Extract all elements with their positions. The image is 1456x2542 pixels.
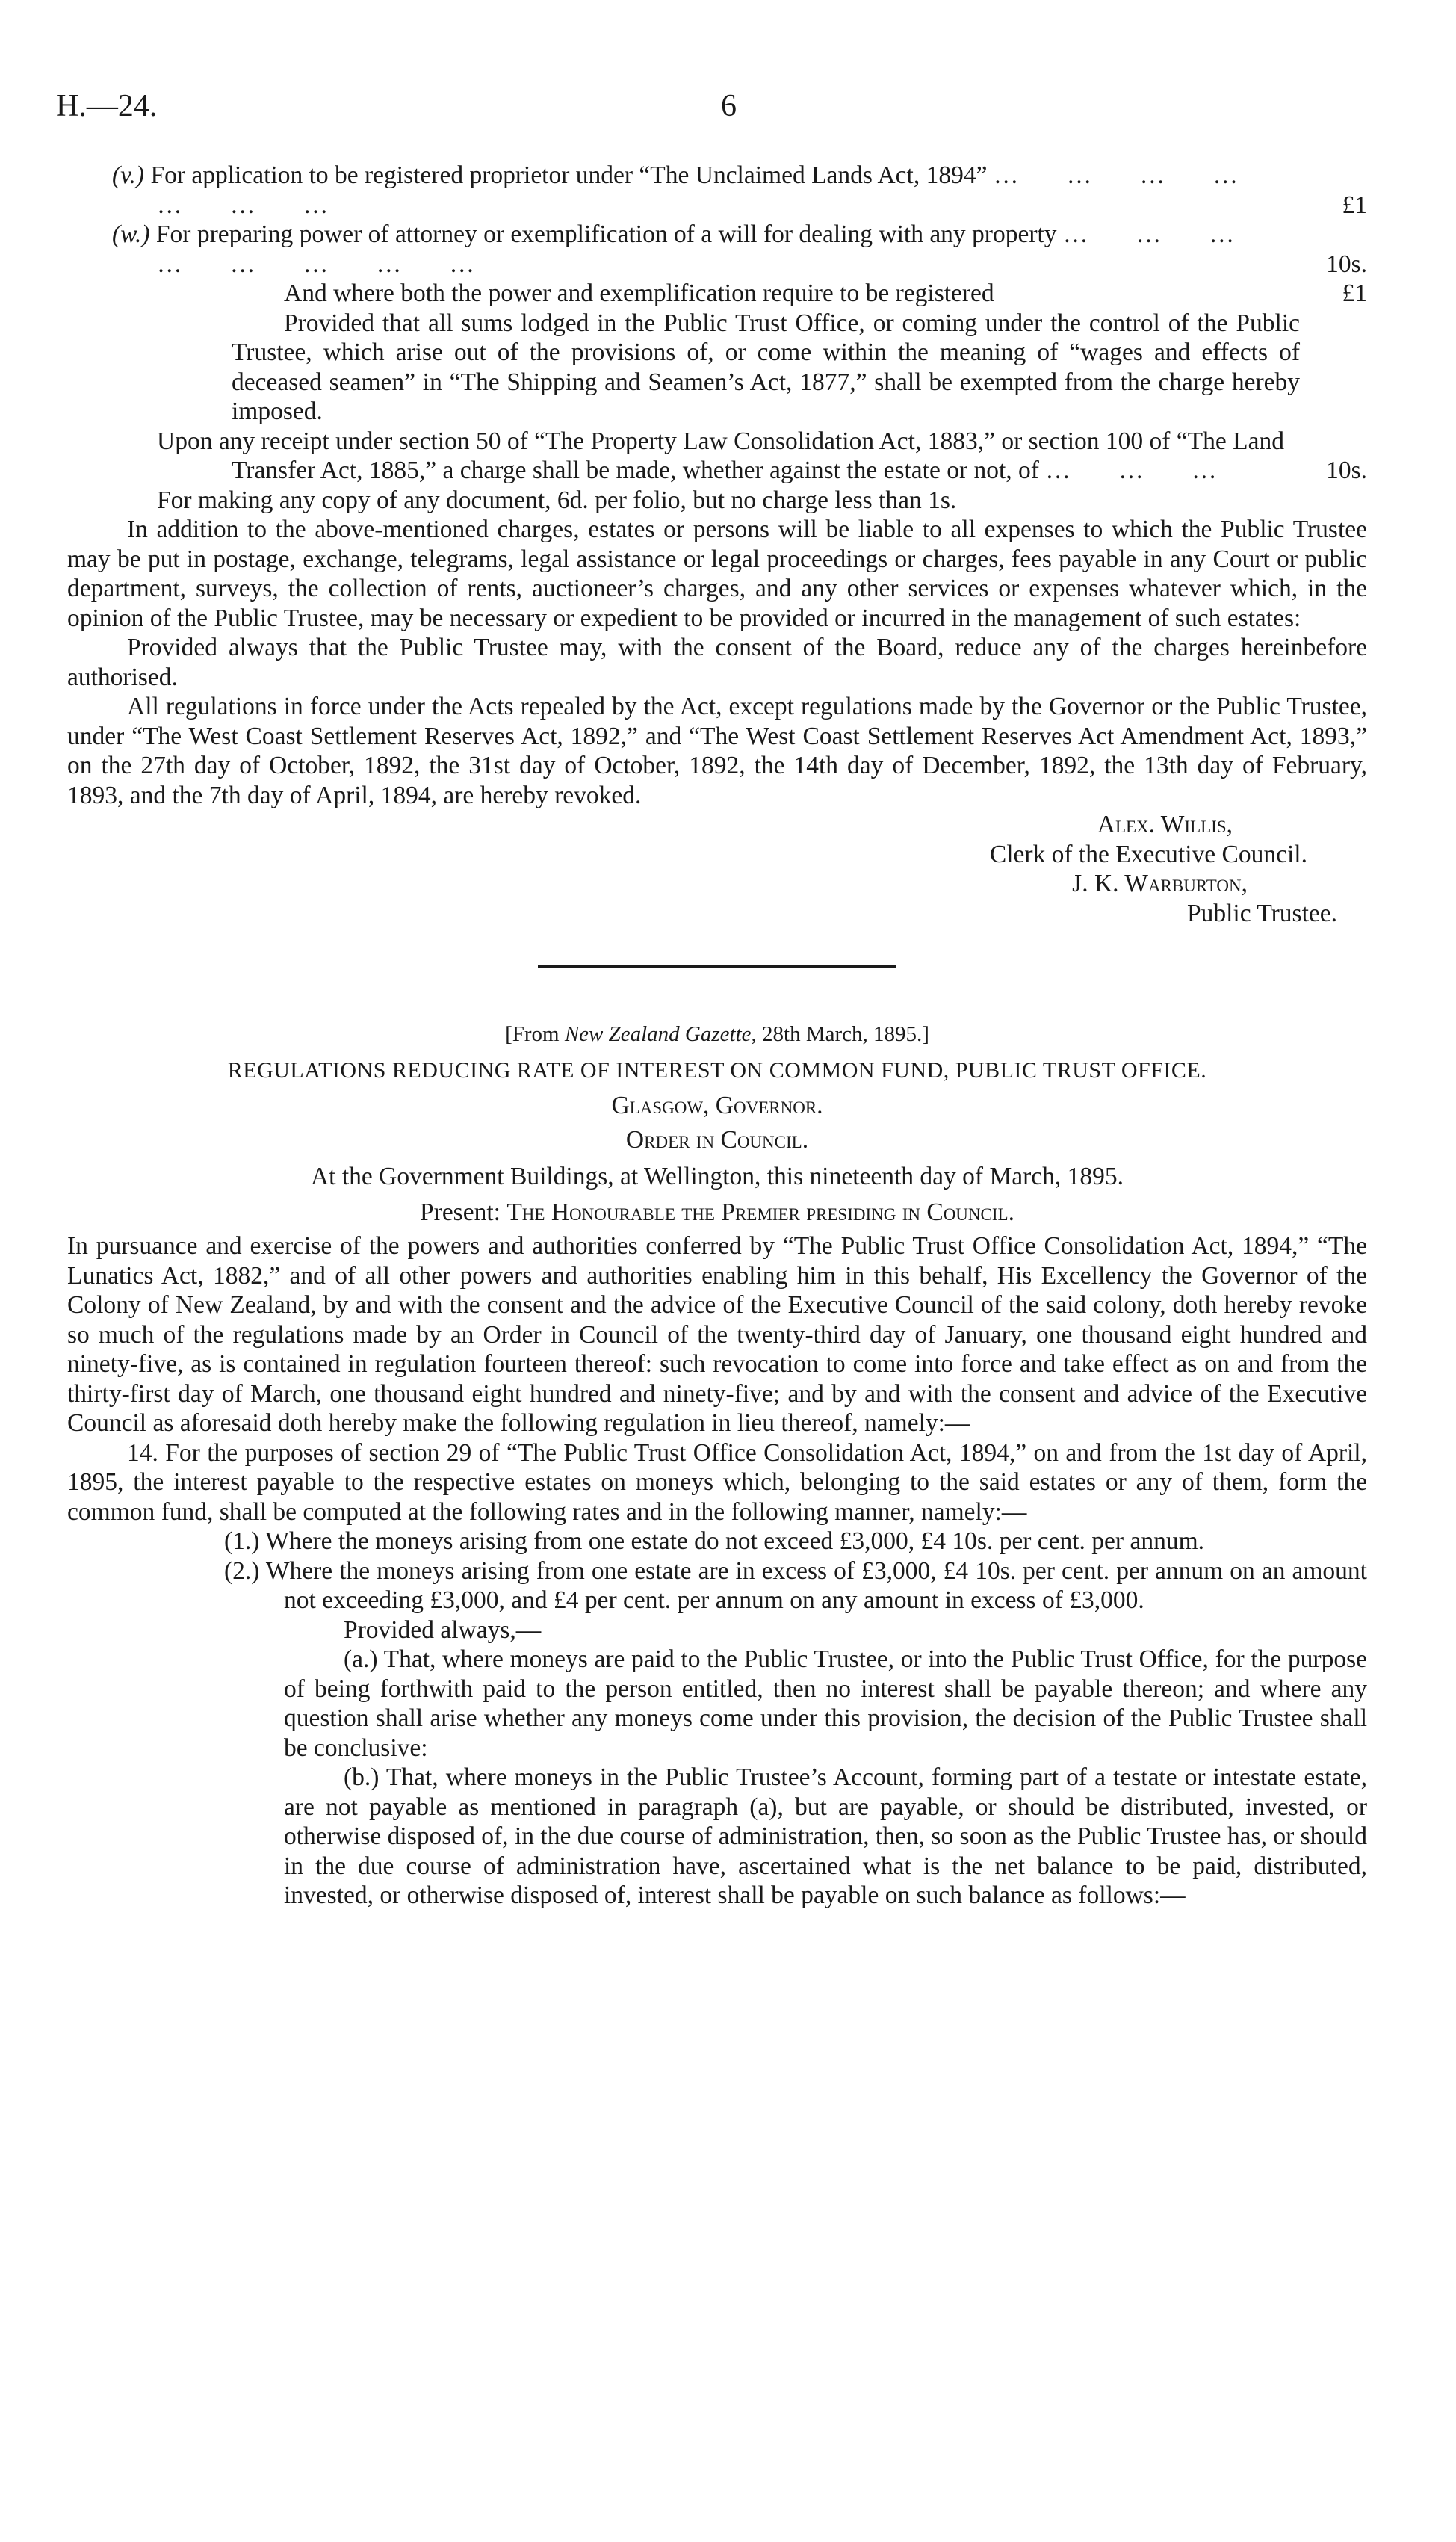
order-in-council-label: Order in Council. xyxy=(625,1125,809,1154)
present-text: The Honourable the Premier presiding in Council. xyxy=(506,1198,1014,1226)
rate-1: (1.) Where the moneys arising from one estate do not exceed £3,000, £4 10s. per cent. per annum. xyxy=(224,1527,1204,1555)
source-prefix: [From xyxy=(505,1022,560,1046)
revocation-paragraph: All regulations in force under the Acts repealed by the Act, except regulations made by the Governor or the Public Trustee, under “The West Coast Settlement Reserves Act, 1892,” and “The West Coast Settlement Reserves Act Amendment Act, 1893,” on the 27th day of October, 1892, the 31st day of October, 1892, the 14th day of December, 1892, the 13th day of February, 1893, and the 7th day of April, 1894, are hereby revoked. xyxy=(67,693,1367,809)
meeting-line: At the Government Buildings, at Wellington, this nineteenth day of March, 1895. xyxy=(310,1163,1124,1190)
signatory-title-2: Public Trustee. xyxy=(1186,899,1337,927)
signatory-title-1: Clerk of the Executive Council. xyxy=(989,840,1307,868)
present-line xyxy=(67,1198,1367,1228)
page-header xyxy=(56,88,1400,133)
provided-always: Provided always,— xyxy=(344,1615,542,1644)
rate-2: (2.) Where the moneys arising from one estate are in excess of £3,000, £4 10s. per cent. per annum on an amount not exceeding £3,000, and £4 per cent. per annum on any amount in excess of £3,000. xyxy=(224,1556,1367,1614)
fee-dots-v: … … … … … … … xyxy=(157,161,1259,219)
fee-item-w-extra xyxy=(67,279,1367,309)
parliamentary-reference: H.—24. xyxy=(56,89,158,123)
fee-dots-w: … … … … … … … … xyxy=(157,220,1256,278)
fee-copy-text: For making any copy of any document, 6d. per folio, but no charge less than 1s. xyxy=(157,486,957,514)
order-title: REGULATIONS REDUCING RATE OF INTEREST ON COMMON FUND, PUBLIC TRUST OFFICE. xyxy=(227,1057,1207,1083)
gazette-source xyxy=(67,1020,1367,1050)
fee-item-w xyxy=(67,220,1367,279)
governor-line: Glasgow, Governor. xyxy=(611,1092,823,1119)
source-date: 28th March, 1895.] xyxy=(762,1022,929,1046)
fee-text-w: For preparing power of attorney or exemplification of a will for dealing with any property xyxy=(155,220,1057,248)
source-publication: New Zealand Gazette, xyxy=(564,1022,757,1046)
order-preamble: In pursuance and exercise of the powers and authorities conferred by “The Public Trust Office Consolidation Act, 1894,” “The Lunatics Act, 1882,” and of all other powers and authorities enabling him in this behalf, His Excellency the Governor of the Colony of New Zealand, by and with the consent and the advice of the Executive Council of the said colony, doth hereby revoke so much of the regulations made by an Order in Council of the twenty-third day of January, one thousand eight hundred and ninety-five, as is contained in regulation fourteen thereof: such revocation to come into force and take effect as on and from the thirty-first day of March, one thousand eight hundred and ninety-five; and by and with the consent and advice of the Executive Council as aforesaid doth hereby make the following regulation in lieu thereof, namely:— xyxy=(67,1232,1367,1437)
fee-amount-receipt: 10s. xyxy=(1326,457,1367,484)
fee-item-v xyxy=(67,161,1367,220)
fee-amount-w-extra: £1 xyxy=(1342,279,1367,307)
fee-item-receipt xyxy=(67,427,1367,486)
fee-label-w: (w.) xyxy=(112,220,150,248)
signature-block-1 xyxy=(67,810,1367,928)
regulation-14: 14. For the purposes of section 29 of “The Public Trust Office Consolidation Act, 1894,” on and from the 1st day of April, 1895, the interest payable to the respective estates on moneys which, belonging to the said estates or any of them, form the common fund, shall be computed at the following rates and in the following manner, namely:— xyxy=(67,1438,1367,1526)
clause-a: (a.) That, where moneys are paid to the Public Trustee, or into the Public Trust Office, for the purpose of being forthwith paid to the person entitled, then no interest shall be payable thereon; and where any question shall arise whether any moneys come under this provision, the decision of the Public Trustee shall be conclusive: xyxy=(284,1645,1367,1762)
section-divider xyxy=(538,965,896,968)
signatory-name-2: J. K. Warburton, xyxy=(1072,870,1248,897)
seamen-proviso: Provided that all sums lodged in the Public Trust Office, or coming under the control of the Public Trustee, which arise out of the provisions of, or come within the meaning of “wages and effects of deceased seamen” in “The Shipping and Seamen’s Act, 1877,” shall be exempted from the charge hereby imposed. xyxy=(232,309,1300,425)
fee-amount-w: 10s. xyxy=(1326,250,1367,278)
expenses-paragraph: In addition to the above-mentioned charges, estates or persons will be liable to all expenses to which the Public Trustee may be put in postage, exchange, telegrams, legal assistance or legal proceedings or charges, fees payable in any Court or public department, surveys, the collection of rents, auctioneer’s charges, and any other services or expenses whatever which, in the opinion of the Public Trustee, may be necessary or expedient to be provided or incurred in the management of such estates: xyxy=(67,516,1367,632)
fee-text-receipt: Upon any receipt under section 50 of “The Property Law Consolidation Act, 1883,” or section 100 of “The Land Transfer Act, 1885,” a charge shall be made, whether against the estate or not, of xyxy=(157,427,1284,484)
clause-b: (b.) That, where moneys in the Public Trustee’s Account, forming part of a testate or intestate estate, are not payable as mentioned in paragraph (a), but are payable, or should be distributed, invested, or otherwise disposed of, in the due course of administration, then, so soon as the Public Trustee has, or should in the due course of administration have, ascertained what is the net balance to be paid, distributed, invested, or otherwise disposed of, interest shall be payable on such balance as follows:— xyxy=(284,1763,1367,1909)
present-label: Present: xyxy=(420,1198,501,1226)
signatory-name-1: Alex. Willis, xyxy=(1097,811,1233,838)
fee-text-w-extra: And where both the power and exemplification require to be registered xyxy=(284,279,994,307)
fee-text-v: For application to be registered proprietor under “The Unclaimed Lands Act, 1894” xyxy=(150,161,988,189)
page-body xyxy=(67,161,1367,1911)
fee-label-v: (v.) xyxy=(112,161,145,189)
fee-dots-receipt: … … … xyxy=(1045,457,1238,484)
reduce-charges-paragraph: Provided always that the Public Trustee may, with the consent of the Board, reduce any of the charges hereinbefore authorised. xyxy=(67,634,1367,691)
fee-amount-v: £1 xyxy=(1342,191,1367,219)
page-number: 6 xyxy=(721,89,737,123)
